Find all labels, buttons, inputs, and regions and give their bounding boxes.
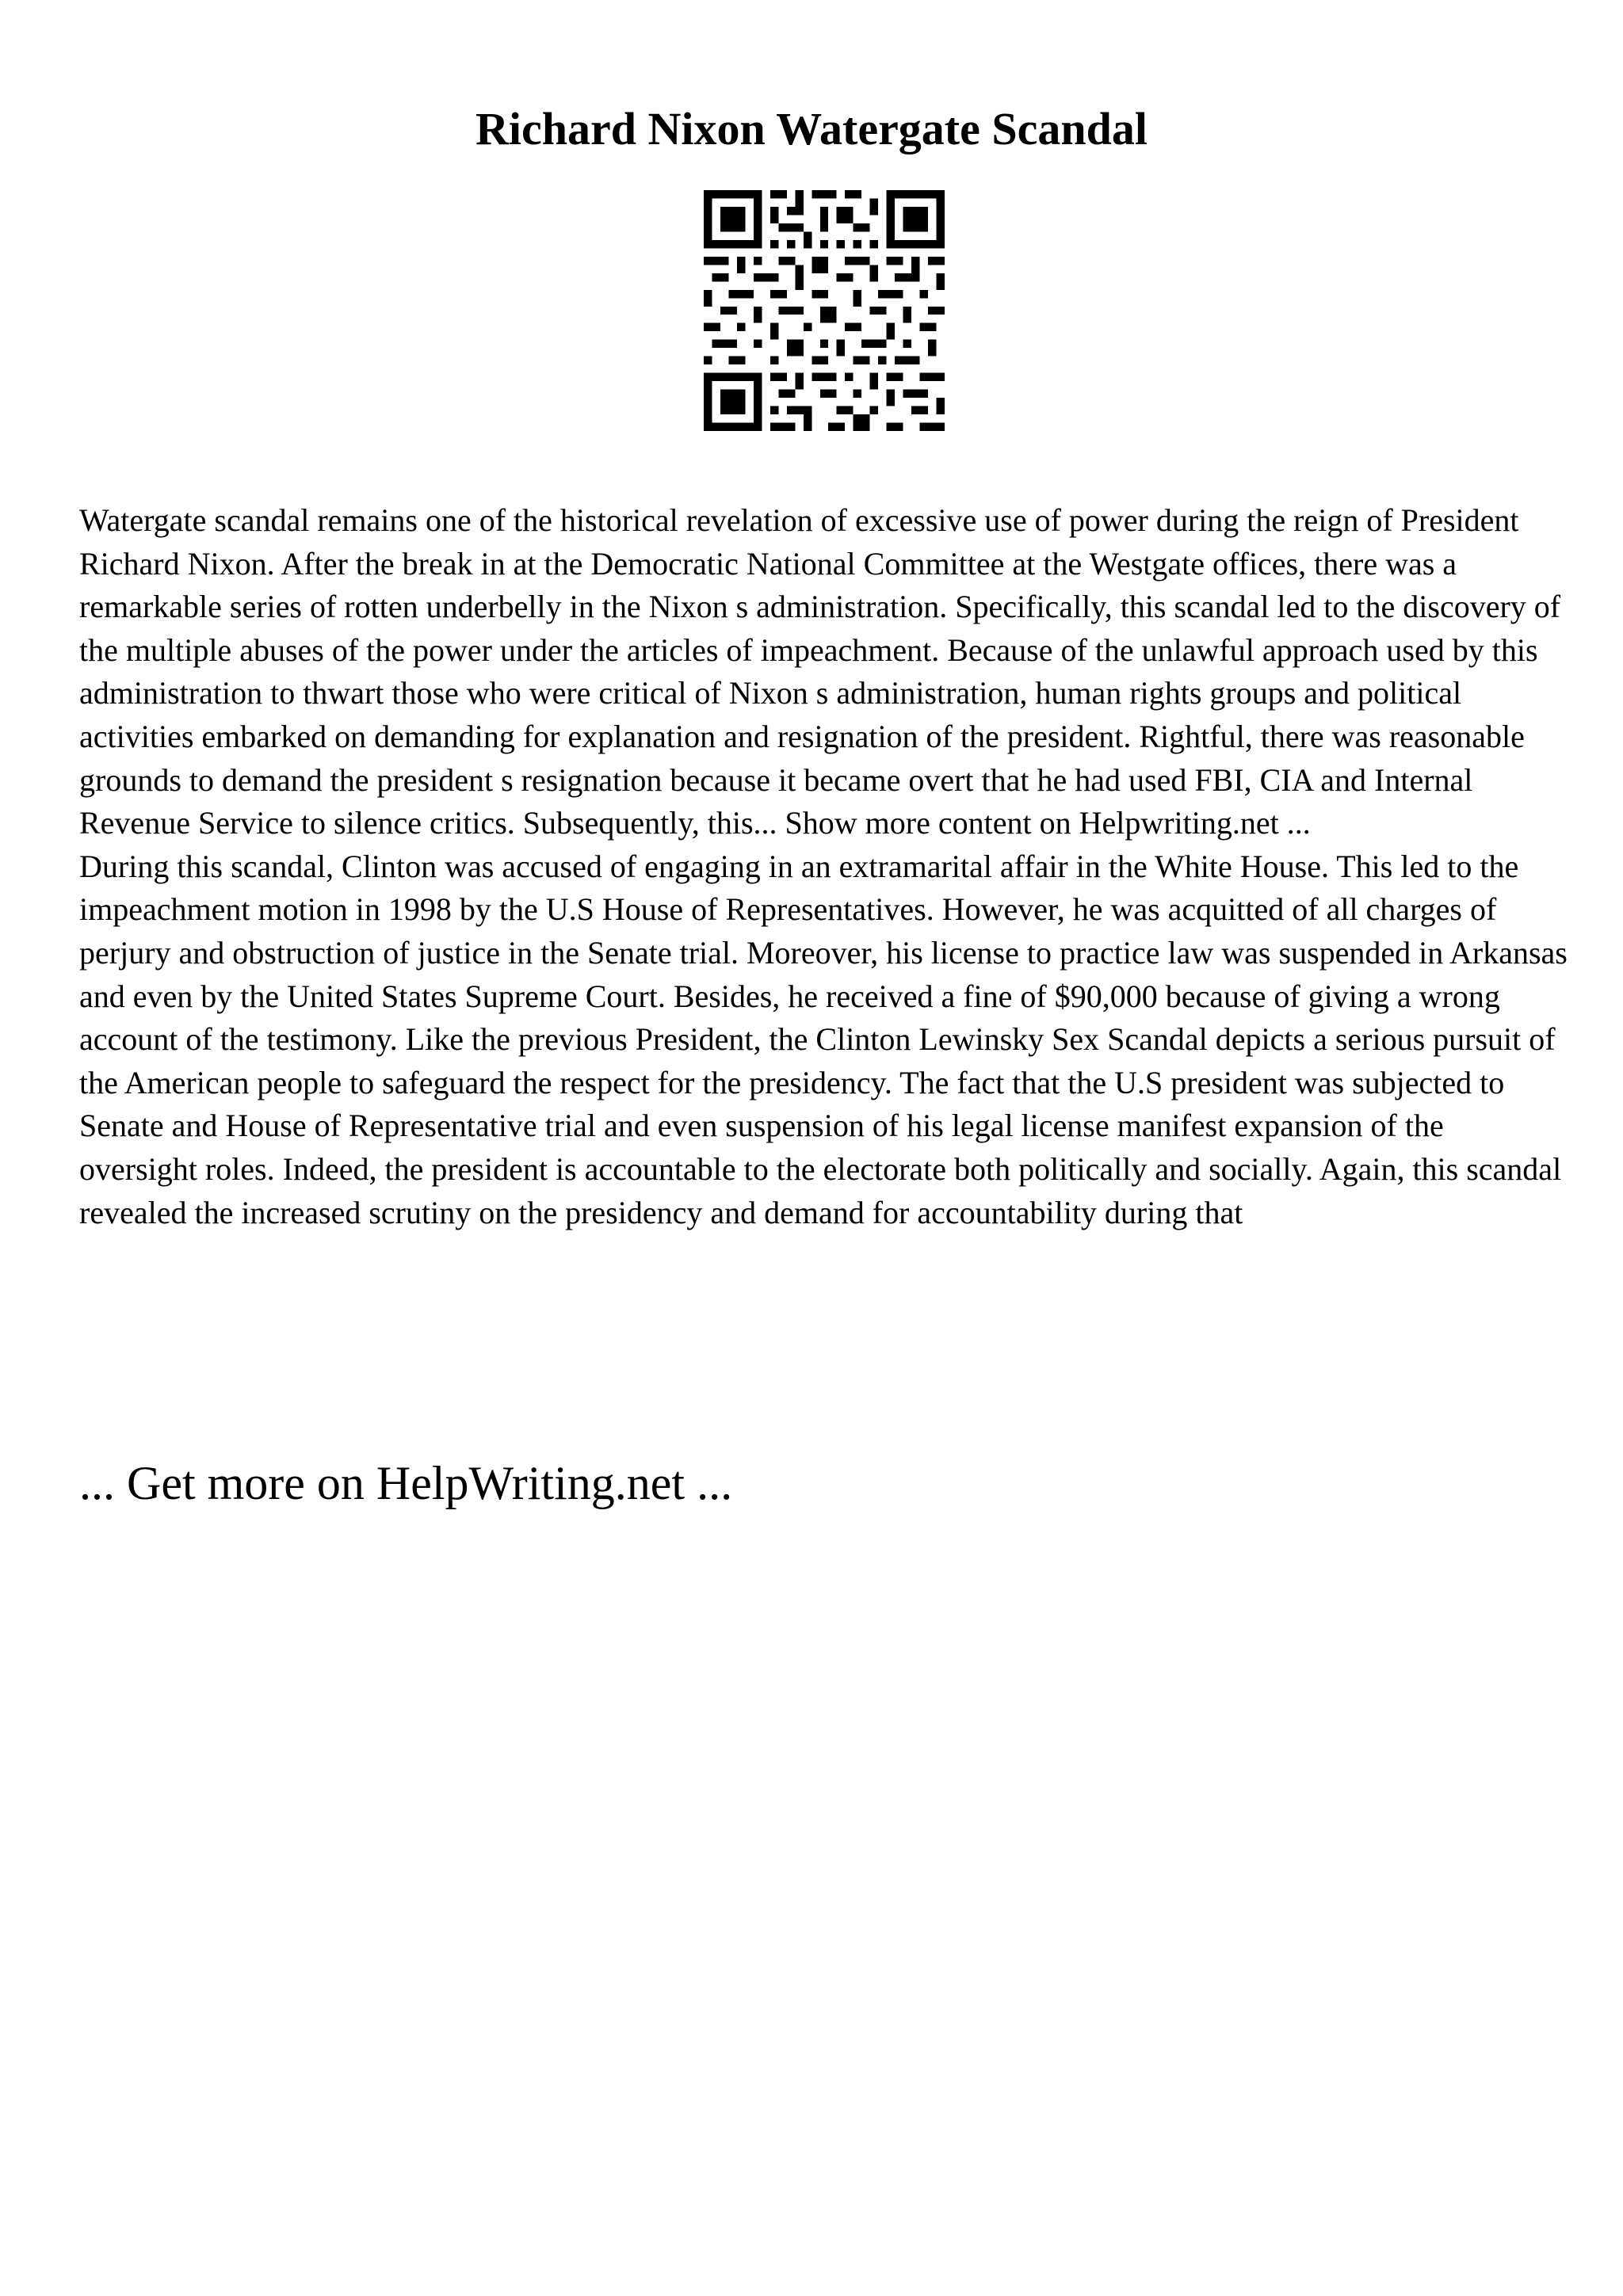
paragraph-clinton: During this scandal, Clinton was accused of engaging in an extramarital affair in the White House. This led to the impeachment motion in 1998 by the U.S House of Representatives. However, he was acquitted of all charges of perjury and obstruction of justice in the Senate trial. Moreover, his license to practice law was suspended in Arkansas and even by the United States Supreme Court. Besides, he received a fine of $90,000 because of giving a wrong account of the testimony. Like the previous President, the Clinton Lewinsky Sex Scandal depicts a serious pursuit of the American people to safeguard the respect for the presidency. The fact that the U.S president was subjected to Senate and House of Representative trial and even suspension of his legal license manifest expansion of the oversight roles. Indeed, the president is accountable to the electorate both politically and socially. Again, this scandal revealed the increased scrutiny on the presidency and demand for accountability during that: [79, 848, 1568, 1230]
paragraph-watergate: Watergate scandal remains one of the historical revelation of excessive use of power during the reign of President Richard Nixon. After the break in at the Democratic National Committee at the Westgate offices, there was a remarkable series of rotten underbelly in the Nixon s administration. Specifically, this scandal led to the discovery of the multiple abuses of the power under the articles of impeachment. Because of the unlawful approach used by this administration to thwart those who were critical of Nixon s administration, human rights groups and political activities embarked on demanding for explanation and resignation of the president. Rightful, there was reasonable grounds to demand the president s resignation because it became overt that he had used FBI, CIA and Internal Revenue Service to silence critics. Subsequently, this... Show more content on Helpwriting.net ...: [79, 502, 1561, 841]
document-body: [79, 499, 1569, 1234]
page-title: Richard Nixon Watergate Scandal: [475, 103, 1148, 154]
get-more-link[interactable]: ... Get more on HelpWriting.net ...: [79, 1457, 733, 1509]
qr-code-icon: [704, 190, 945, 431]
